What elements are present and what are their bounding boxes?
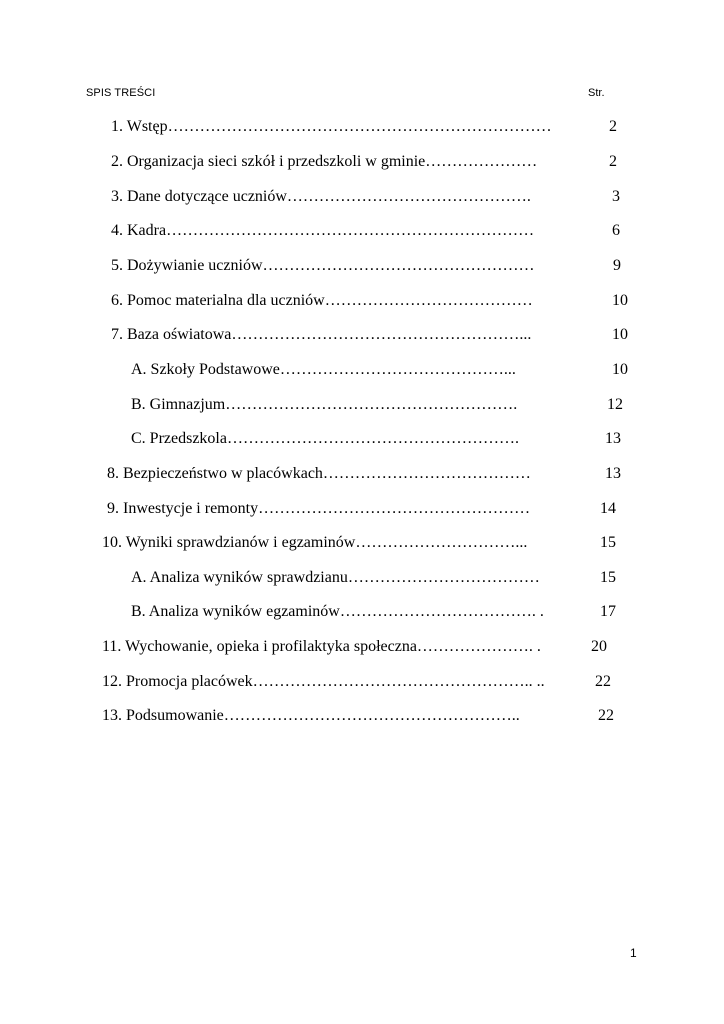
toc-entry-page: 12 (607, 396, 623, 413)
toc-entry-text: 7. Baza oświatowa………………………………………………... (111, 326, 532, 343)
toc-entry-text: 1. Wstęp……………………………………………………………… (111, 118, 552, 135)
toc-entry-text: A. Analiza wyników sprawdzianu……………………………… (131, 569, 540, 586)
toc-entry-text: 13. Podsumowanie……………………………………………….. (102, 707, 520, 724)
toc-entry-page: 10 (612, 361, 628, 378)
toc-entry-text: B. Analiza wyników egzaminów………………………………. . (131, 603, 544, 620)
toc-entry-text: 10. Wyniki sprawdzianów i egzaminów…………………………... (102, 534, 528, 551)
toc-entry-page: 20 (591, 638, 607, 655)
toc-heading: SPIS TREŚCI (86, 87, 156, 99)
toc-entry-page: 10 (612, 326, 628, 343)
toc-entry-page: 3 (612, 188, 620, 205)
toc-entry-text: 4. Kadra…………………………………………………………… (111, 222, 535, 239)
toc-entry-text: 9. Inwestycje i remonty…………………………………………… (107, 500, 531, 517)
page-column-label: Str. (588, 87, 605, 99)
toc-entry-page: 22 (595, 673, 611, 690)
toc-entry-page: 6 (612, 222, 620, 239)
toc-entry-page: 15 (600, 534, 616, 551)
toc-entry-text: 11. Wychowanie, opieka i profilaktyka społeczna…………………. . (102, 638, 541, 655)
toc-entry-page: 2 (609, 118, 617, 135)
toc-entry-page: 15 (600, 569, 616, 586)
toc-entry-text: B. Gimnazjum………………………………………………. (131, 396, 518, 413)
toc-entry-page: 13 (605, 465, 621, 482)
toc-entry-text: 2. Organizacja sieci szkół i przedszkoli w gminie………………… (111, 153, 538, 170)
toc-entry-page: 13 (605, 430, 621, 447)
toc-entry-text: 3. Dane dotyczące uczniów………………………………………. (111, 188, 531, 205)
toc-entry-text: C. Przedszkola………………………………………………. (131, 430, 519, 447)
toc-entry-page: 22 (598, 707, 614, 724)
toc-entry-text: 6. Pomoc materialna dla uczniów………………………………… (111, 292, 533, 309)
page-number: 1 (630, 946, 637, 960)
toc-entry-page: 9 (613, 257, 621, 274)
toc-entry-page: 2 (609, 153, 617, 170)
toc-entry-text: 5. Dożywianie uczniów…………………………………………… (111, 257, 535, 274)
toc-entry-page: 17 (600, 603, 616, 620)
toc-entry-text: A. Szkoły Podstawowe……………………………………... (131, 361, 516, 378)
toc-entry-page: 10 (612, 292, 628, 309)
toc-entry-text: 12. Promocja placówek…………………………………………….. .. (102, 673, 545, 690)
toc-entry-text: 8. Bezpieczeństwo w placówkach………………………………… (107, 465, 531, 482)
toc-entry-page: 14 (600, 500, 616, 517)
